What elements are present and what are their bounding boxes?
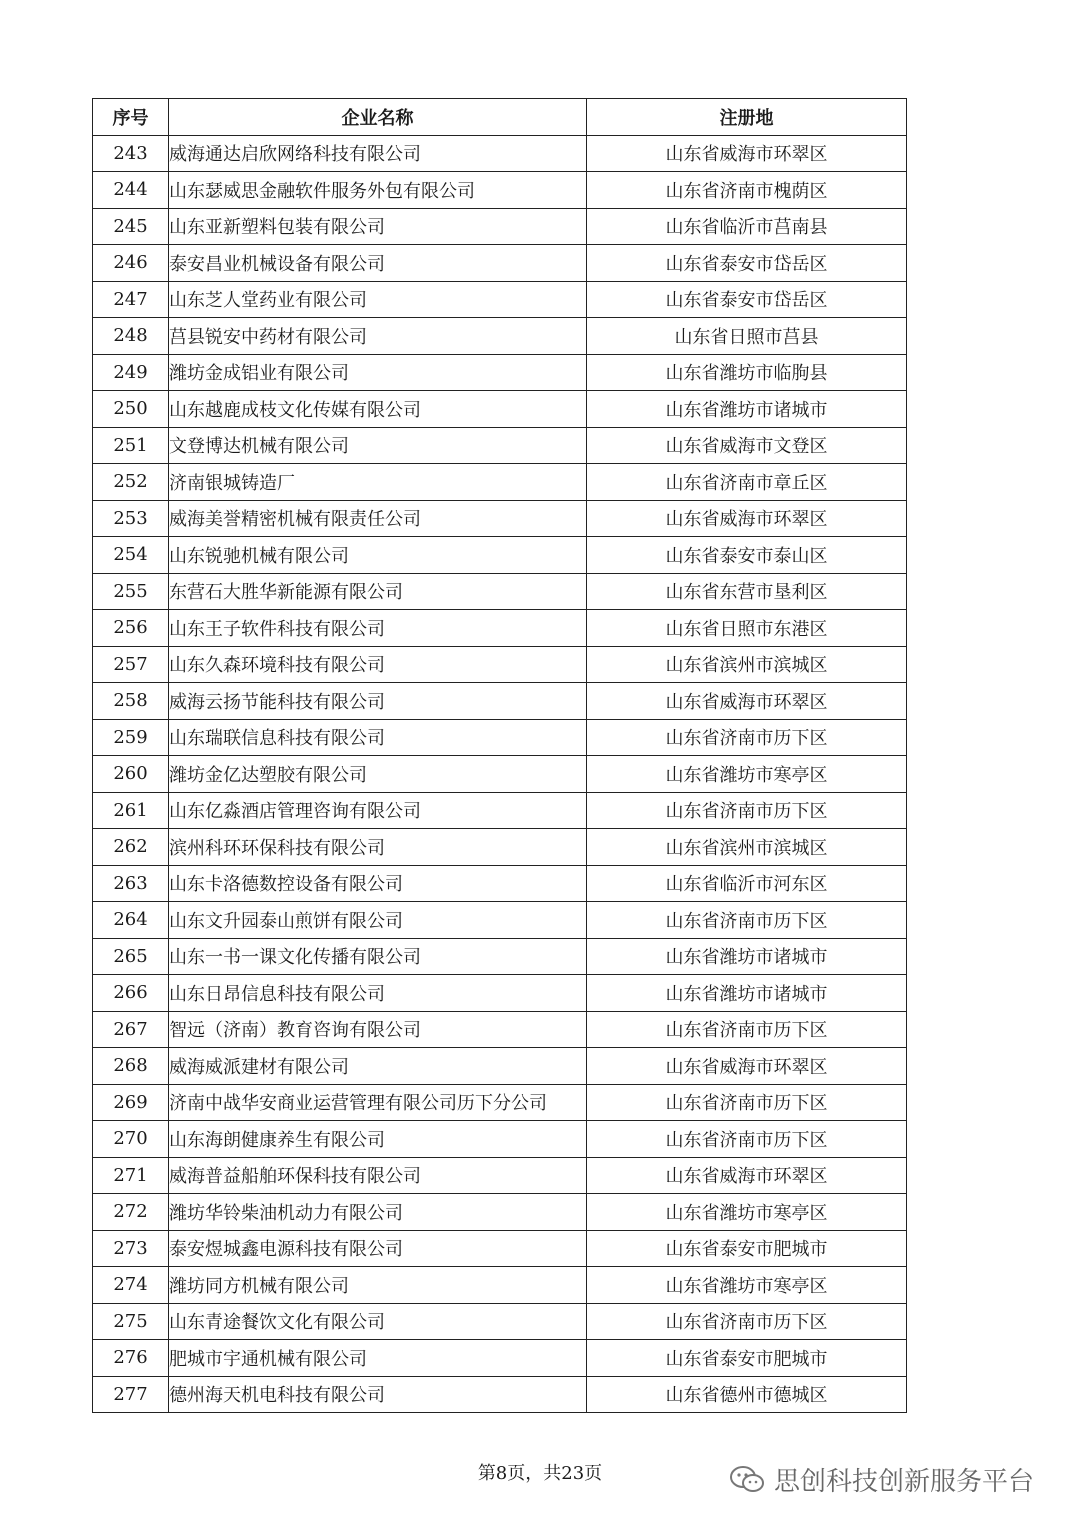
cell-registered-location: 山东省威海市环翠区 <box>587 135 907 172</box>
cell-serial-number: 261 <box>93 792 169 829</box>
cell-serial-number: 269 <box>93 1084 169 1121</box>
cell-registered-location: 山东省潍坊市诸城市 <box>587 391 907 428</box>
cell-company-name: 潍坊金亿达塑胶有限公司 <box>169 756 587 793</box>
cell-company-name: 德州海天机电科技有限公司 <box>169 1376 587 1413</box>
watermark <box>728 1461 1034 1497</box>
table-row <box>93 1340 907 1377</box>
cell-company-name: 山东越鹿成枝文化传媒有限公司 <box>169 391 587 428</box>
cell-registered-location: 山东省济南市历下区 <box>587 902 907 939</box>
cell-company-name: 滨州科环环保科技有限公司 <box>169 829 587 866</box>
table-header-row <box>93 99 907 136</box>
cell-serial-number: 277 <box>93 1376 169 1413</box>
wechat-icon <box>728 1464 766 1494</box>
table-row <box>93 719 907 756</box>
cell-registered-location: 山东省泰安市肥城市 <box>587 1340 907 1377</box>
cell-company-name: 济南中战华安商业运营管理有限公司历下分公司 <box>169 1084 587 1121</box>
table-row <box>93 391 907 428</box>
cell-serial-number: 249 <box>93 354 169 391</box>
cell-serial-number: 270 <box>93 1121 169 1158</box>
cell-registered-location: 山东省东营市垦利区 <box>587 573 907 610</box>
table-row <box>93 646 907 683</box>
header-registered-location: 注册地 <box>587 99 907 136</box>
cell-registered-location: 山东省济南市历下区 <box>587 719 907 756</box>
cell-registered-location: 山东省济南市历下区 <box>587 1084 907 1121</box>
cell-company-name: 威海云扬节能科技有限公司 <box>169 683 587 720</box>
page-number: 第8页，共23页 <box>477 1463 603 1484</box>
cell-registered-location: 山东省泰安市肥城市 <box>587 1230 907 1267</box>
cell-registered-location: 山东省日照市莒县 <box>587 318 907 355</box>
cell-registered-location: 山东省滨州市滨城区 <box>587 829 907 866</box>
table-row <box>93 318 907 355</box>
table-row <box>93 281 907 318</box>
table-row <box>93 610 907 647</box>
table-row <box>93 829 907 866</box>
cell-registered-location: 山东省威海市环翠区 <box>587 500 907 537</box>
table-row <box>93 1230 907 1267</box>
cell-registered-location: 山东省威海市环翠区 <box>587 1048 907 1085</box>
table-row <box>93 135 907 172</box>
cell-serial-number: 252 <box>93 464 169 501</box>
table-row <box>93 172 907 209</box>
cell-registered-location: 山东省济南市历下区 <box>587 1121 907 1158</box>
cell-serial-number: 275 <box>93 1303 169 1340</box>
header-company-name: 企业名称 <box>169 99 587 136</box>
table-row <box>93 756 907 793</box>
cell-company-name: 山东瑟威思金融软件服务外包有限公司 <box>169 172 587 209</box>
table-row <box>93 573 907 610</box>
cell-company-name: 山东久森环境科技有限公司 <box>169 646 587 683</box>
cell-registered-location: 山东省日照市东港区 <box>587 610 907 647</box>
cell-company-name: 山东卡洛德数控设备有限公司 <box>169 865 587 902</box>
cell-registered-location: 山东省威海市环翠区 <box>587 1157 907 1194</box>
cell-serial-number: 273 <box>93 1230 169 1267</box>
cell-serial-number: 256 <box>93 610 169 647</box>
table-row <box>93 938 907 975</box>
cell-registered-location: 山东省济南市章丘区 <box>587 464 907 501</box>
cell-serial-number: 247 <box>93 281 169 318</box>
cell-registered-location: 山东省临沂市河东区 <box>587 865 907 902</box>
cell-registered-location: 山东省潍坊市诸城市 <box>587 975 907 1012</box>
table-row <box>93 683 907 720</box>
table-row <box>93 1157 907 1194</box>
cell-registered-location: 山东省潍坊市诸城市 <box>587 938 907 975</box>
cell-company-name: 山东芝人堂药业有限公司 <box>169 281 587 318</box>
table-row <box>93 1267 907 1304</box>
cell-serial-number: 258 <box>93 683 169 720</box>
cell-serial-number: 265 <box>93 938 169 975</box>
cell-registered-location: 山东省潍坊市临朐县 <box>587 354 907 391</box>
table-row <box>93 245 907 282</box>
table-row <box>93 975 907 1012</box>
cell-company-name: 泰安昌业机械设备有限公司 <box>169 245 587 282</box>
cell-serial-number: 267 <box>93 1011 169 1048</box>
cell-company-name: 威海威派建材有限公司 <box>169 1048 587 1085</box>
table-row <box>93 1121 907 1158</box>
cell-registered-location: 山东省济南市历下区 <box>587 792 907 829</box>
cell-registered-location: 山东省潍坊市寒亭区 <box>587 1194 907 1231</box>
table-row <box>93 427 907 464</box>
cell-company-name: 山东文升园泰山煎饼有限公司 <box>169 902 587 939</box>
cell-serial-number: 248 <box>93 318 169 355</box>
cell-serial-number: 263 <box>93 865 169 902</box>
table-row <box>93 354 907 391</box>
cell-registered-location: 山东省临沂市莒南县 <box>587 208 907 245</box>
cell-company-name: 山东海朗健康养生有限公司 <box>169 1121 587 1158</box>
cell-company-name: 威海普益船舶环保科技有限公司 <box>169 1157 587 1194</box>
table-row <box>93 1194 907 1231</box>
cell-company-name: 山东亚新塑料包装有限公司 <box>169 208 587 245</box>
cell-registered-location: 山东省泰安市泰山区 <box>587 537 907 574</box>
cell-company-name: 威海通达启欣网络科技有限公司 <box>169 135 587 172</box>
cell-serial-number: 253 <box>93 500 169 537</box>
table-row <box>93 1303 907 1340</box>
table-row <box>93 500 907 537</box>
cell-company-name: 智远（济南）教育咨询有限公司 <box>169 1011 587 1048</box>
cell-company-name: 泰安煜城鑫电源科技有限公司 <box>169 1230 587 1267</box>
cell-serial-number: 262 <box>93 829 169 866</box>
cell-registered-location: 山东省泰安市岱岳区 <box>587 245 907 282</box>
cell-company-name: 山东日昂信息科技有限公司 <box>169 975 587 1012</box>
cell-company-name: 潍坊金成铝业有限公司 <box>169 354 587 391</box>
cell-company-name: 山东王子软件科技有限公司 <box>169 610 587 647</box>
table-row <box>93 464 907 501</box>
cell-serial-number: 259 <box>93 719 169 756</box>
cell-registered-location: 山东省滨州市滨城区 <box>587 646 907 683</box>
cell-serial-number: 254 <box>93 537 169 574</box>
cell-serial-number: 260 <box>93 756 169 793</box>
cell-serial-number: 276 <box>93 1340 169 1377</box>
cell-company-name: 潍坊同方机械有限公司 <box>169 1267 587 1304</box>
table-row <box>93 902 907 939</box>
cell-serial-number: 257 <box>93 646 169 683</box>
cell-registered-location: 山东省济南市历下区 <box>587 1303 907 1340</box>
cell-company-name: 山东瑞联信息科技有限公司 <box>169 719 587 756</box>
cell-serial-number: 268 <box>93 1048 169 1085</box>
company-table <box>92 98 907 1413</box>
table-row <box>93 1011 907 1048</box>
cell-company-name: 东营石大胜华新能源有限公司 <box>169 573 587 610</box>
cell-serial-number: 246 <box>93 245 169 282</box>
cell-company-name: 文登博达机械有限公司 <box>169 427 587 464</box>
cell-registered-location: 山东省潍坊市寒亭区 <box>587 756 907 793</box>
cell-registered-location: 山东省威海市环翠区 <box>587 683 907 720</box>
table-row <box>93 792 907 829</box>
cell-registered-location: 山东省德州市德城区 <box>587 1376 907 1413</box>
cell-company-name: 济南银城铸造厂 <box>169 464 587 501</box>
cell-serial-number: 272 <box>93 1194 169 1231</box>
cell-serial-number: 266 <box>93 975 169 1012</box>
cell-company-name: 山东锐驰机械有限公司 <box>169 537 587 574</box>
cell-registered-location: 山东省威海市文登区 <box>587 427 907 464</box>
cell-serial-number: 245 <box>93 208 169 245</box>
cell-company-name: 山东青途餐饮文化有限公司 <box>169 1303 587 1340</box>
cell-company-name: 潍坊华铃柴油机动力有限公司 <box>169 1194 587 1231</box>
cell-company-name: 肥城市宇通机械有限公司 <box>169 1340 587 1377</box>
watermark-text: 思创科技创新服务平台 <box>774 1466 1035 1497</box>
cell-serial-number: 243 <box>93 135 169 172</box>
table-row <box>93 1048 907 1085</box>
cell-company-name: 威海美誉精密机械有限责任公司 <box>169 500 587 537</box>
table-row <box>93 1376 907 1413</box>
table-body <box>93 135 907 1413</box>
table-row <box>93 208 907 245</box>
cell-company-name: 山东一书一课文化传播有限公司 <box>169 938 587 975</box>
cell-registered-location: 山东省泰安市岱岳区 <box>587 281 907 318</box>
cell-serial-number: 271 <box>93 1157 169 1194</box>
cell-serial-number: 264 <box>93 902 169 939</box>
table-row <box>93 537 907 574</box>
cell-company-name: 山东亿淼酒店管理咨询有限公司 <box>169 792 587 829</box>
cell-serial-number: 251 <box>93 427 169 464</box>
cell-registered-location: 山东省潍坊市寒亭区 <box>587 1267 907 1304</box>
cell-registered-location: 山东省济南市历下区 <box>587 1011 907 1048</box>
cell-company-name: 莒县锐安中药材有限公司 <box>169 318 587 355</box>
table-row <box>93 865 907 902</box>
cell-serial-number: 255 <box>93 573 169 610</box>
cell-serial-number: 250 <box>93 391 169 428</box>
cell-registered-location: 山东省济南市槐荫区 <box>587 172 907 209</box>
table-row <box>93 1084 907 1121</box>
cell-serial-number: 274 <box>93 1267 169 1304</box>
header-serial-number: 序号 <box>93 99 169 136</box>
cell-serial-number: 244 <box>93 172 169 209</box>
